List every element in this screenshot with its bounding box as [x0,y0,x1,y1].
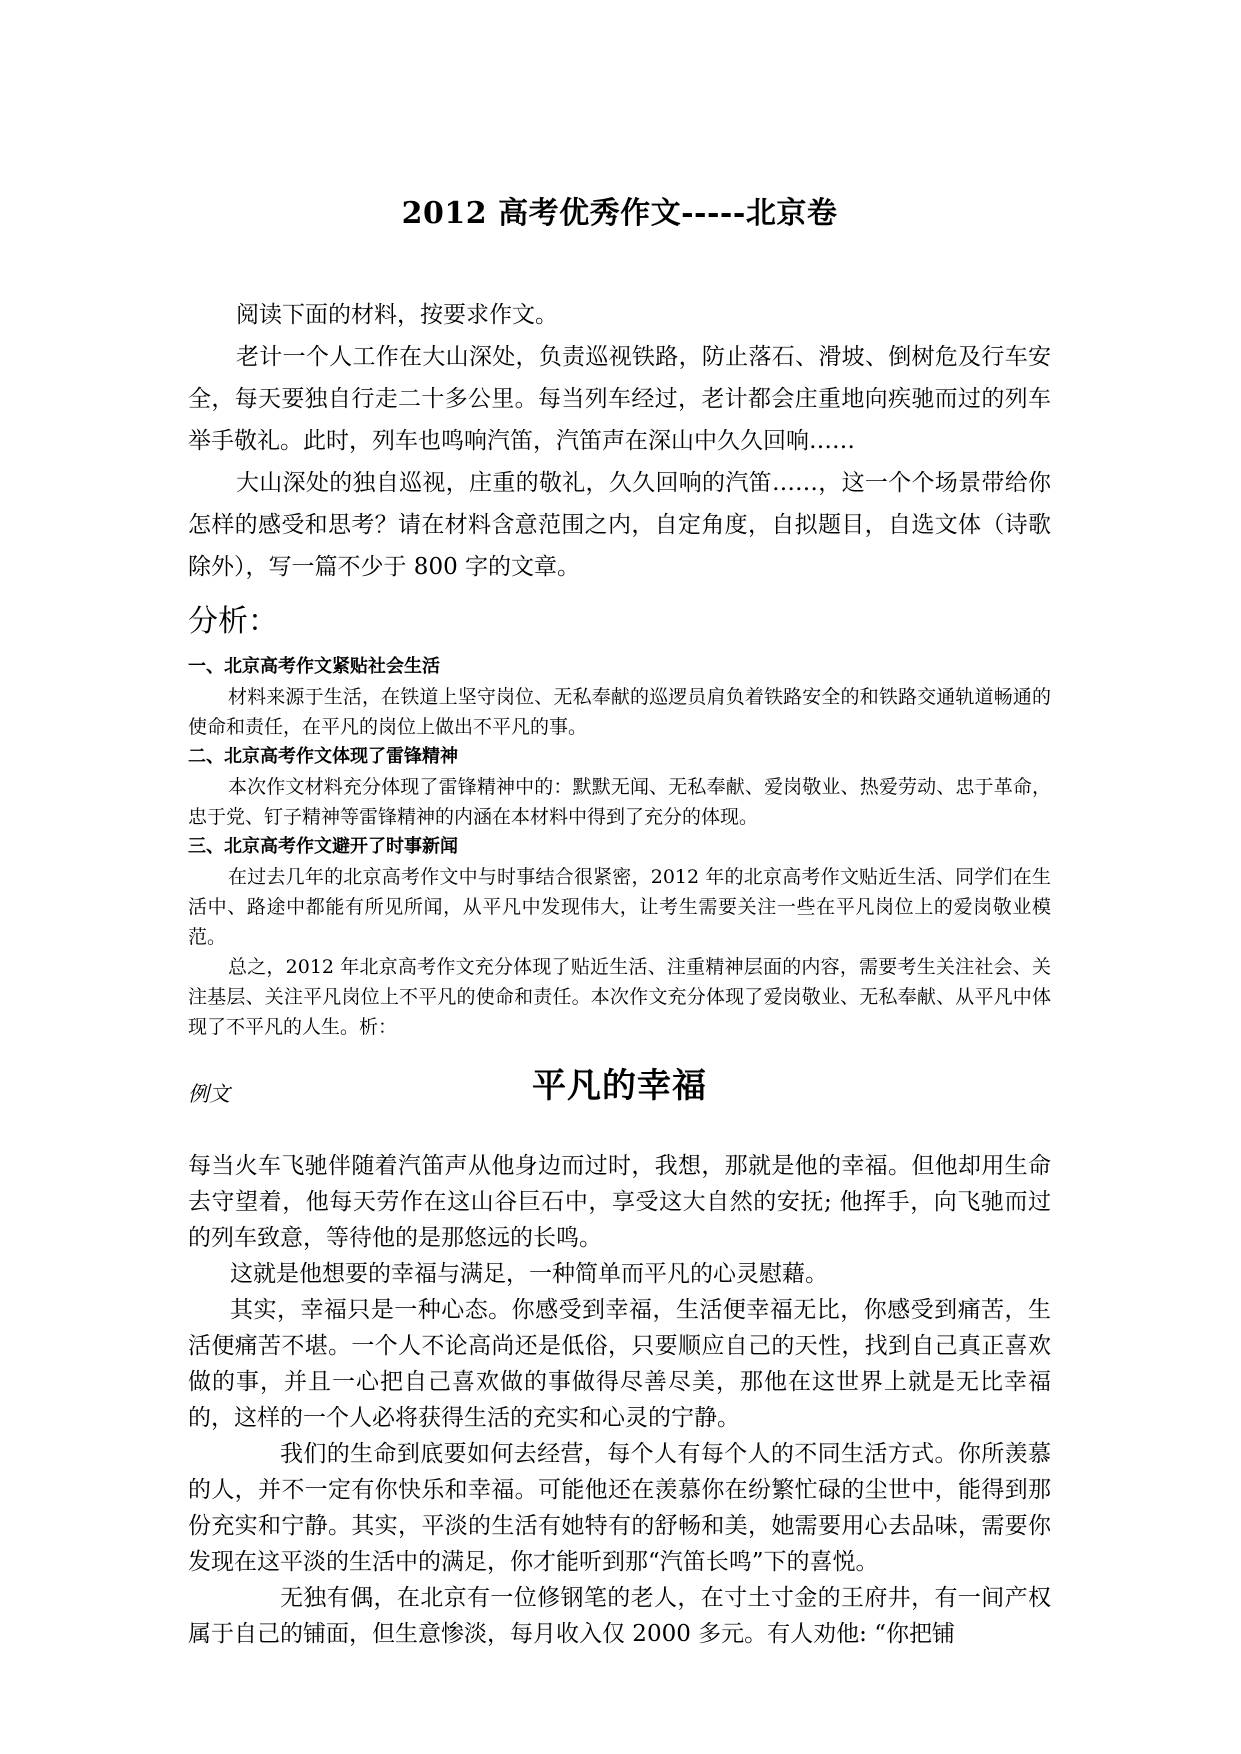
prompt-material: 老计一个人工作在大山深处，负责巡视铁路，防止落石、滑坡、倒树危及行车安全，每天要独自行走二十多公里。每当列车经过，老计都会庄重地向疾驰而过的列车举手敬礼。此时，列车也鸣响汽笛，汽笛声在深山中久久回响…… [188,344,1051,454]
example-label: 例文 [188,1082,230,1106]
essay-paragraph-1: 每当火车飞驰伴随着汽笛声从他身边而过时，我想，那就是他的幸福。但他却用生命去守望着，他每天劳作在这山谷巨石中，享受这大自然的安抚; 他挥手，向飞驰而过的列车致意，等待他的是那悠远的长鸣。 [188,1153,1051,1251]
analysis-summary: 总之，2012 年北京高考作文充分体现了贴近生活、注重精神层面的内容，需要考生关注社会、关注基层、关注平凡岗位上不平凡的使命和责任。本次作文充分体现了爱岗敬业、无私奉献、从平凡中体现了不平凡的人生。析： [188,956,1051,1038]
analysis-subheading-1: 一、北京高考作文紧贴社会生活 [188,656,440,677]
essay-paragraph-3: 其实，幸福只是一种心态。你感受到幸福，生活便幸福无比，你感受到痛苦，生活便痛苦不堪。一个人不论高尚还是低俗，只要顺应自己的天性，找到自己真正喜欢做的事，并且一心把自己喜欢做的事做得尽善尽美，那他在这世界上就是无比幸福的，这样的一个人必将获得生活的充实和心灵的宁静。 [188,1297,1051,1431]
essay-paragraph-5: 无独有偶，在北京有一位修钢笔的老人，在寸土寸金的王府井，有一间产权属于自己的铺面，但生意惨淡，每月收入仅 2000 多元。有人劝他: “你把铺 [188,1585,1051,1647]
analysis-body-2: 本次作文材料充分体现了雷锋精神中的：默默无闻、无私奉献、爱岗敬业、热爱劳动、忠于革命，忠于党、钉子精神等雷锋精神的内涵在本材料中得到了充分的体现。 [188,776,1051,828]
example-essay-header [188,1054,1051,1126]
document-title: 2012 高考优秀作文-----北京卷 [401,196,838,231]
analysis-subheading-2: 二、北京高考作文体现了雷锋精神 [188,746,458,767]
analysis-body-1: 材料来源于生活，在铁道上坚守岗位、无私奉献的巡逻员肩负着铁路安全的和铁路交通轨道畅通的使命和责任，在平凡的岗位上做出不平凡的事。 [188,686,1051,738]
analysis-body-3: 在过去几年的北京高考作文中与时事结合很紧密，2012 年的北京高考作文贴近生活、同学们在生活中、路途中都能有所见所闻，从平凡中发现伟大，让考生需要关注一些在平凡岗位上的爱岗敬业模范。 [188,866,1051,948]
analysis-section [188,652,1051,1042]
essay-title: 平凡的幸福 [532,1066,707,1106]
essay-paragraph-4: 我们的生命到底要如何去经营，每个人有每个人的不同生活方式。你所羡慕的人，并不一定有你快乐和幸福。可能他还在羡慕你在纷繁忙碌的尘世中，能得到那份充实和宁静。其实，平淡的生活有她特有的舒畅和美，她需要用心去品味，需要你发现在这平淡的生活中的满足，你才能听到那“汽笛长鸣”下的喜悦。 [188,1441,1051,1575]
essay-paragraph-2: 这就是他想要的幸福与满足，一种简单而平凡的心灵慰藉。 [230,1261,828,1287]
prompt-instruction: 阅读下面的材料，按要求作文。 [236,302,558,328]
prompt-question: 大山深处的独自巡视，庄重的敬礼，久久回响的汽笛……，这一个个场景带给你怎样的感受和思考？请在材料含意范围之内，自定角度，自拟题目，自选文体（诗歌除外），写一篇不少于 800 字的文章。 [188,470,1051,580]
analysis-heading: 分析： [188,604,278,639]
analysis-subheading-3: 三、北京高考作文避开了时事新闻 [188,836,458,857]
document-content [188,186,1051,1652]
essay-prompt [188,294,1051,588]
example-essay-body [188,1148,1051,1652]
